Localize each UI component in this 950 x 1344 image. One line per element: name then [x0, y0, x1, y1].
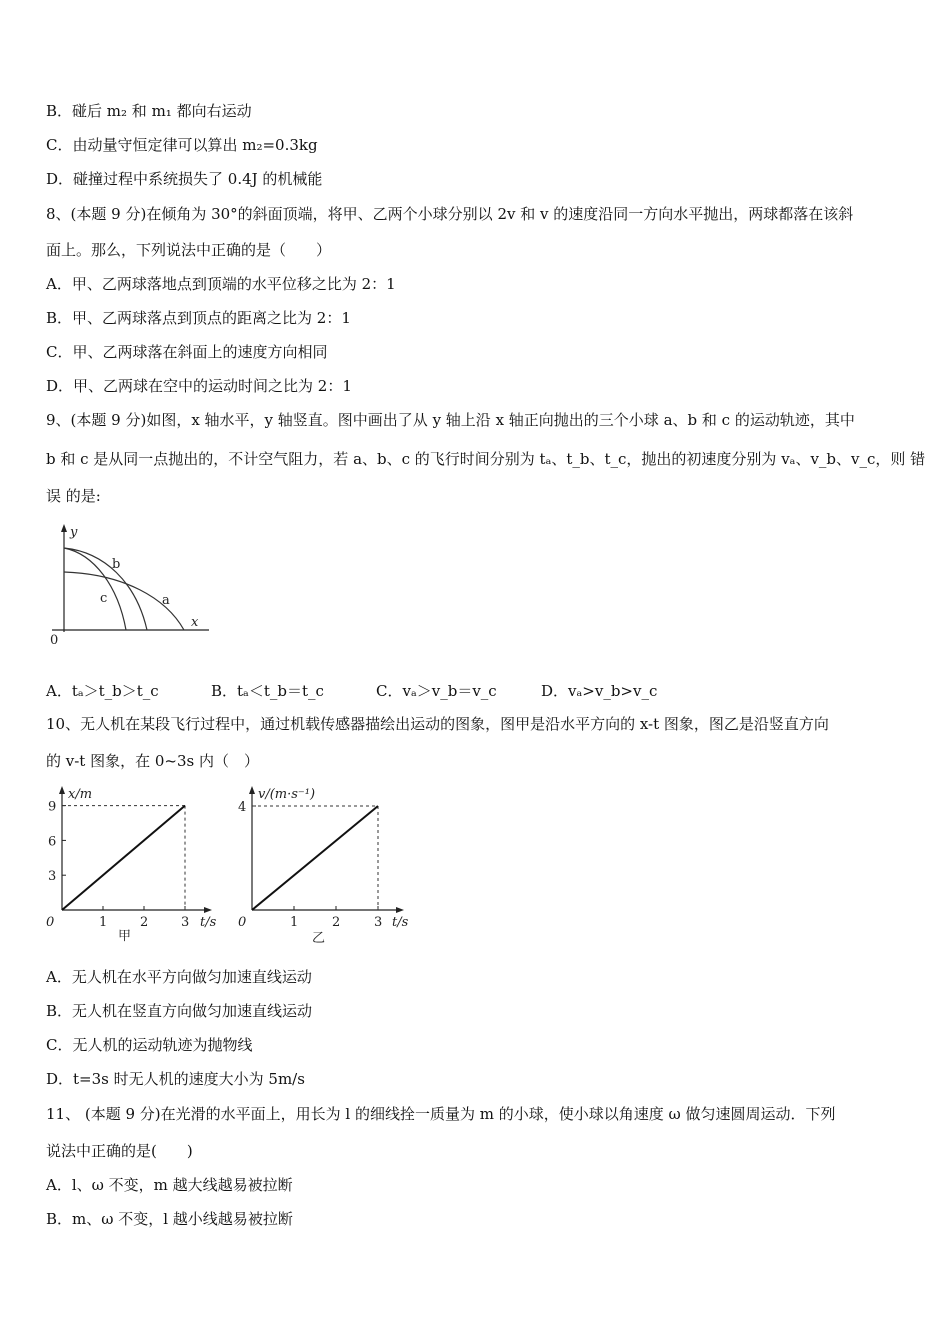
- jia-data-line: [62, 806, 185, 910]
- q8-option-d: D．甲、乙两球在空中的运动时间之比为 2：1: [46, 377, 352, 395]
- q7-option-d: D．碰撞过程中系统损失了 0.4J 的机械能: [46, 170, 323, 188]
- q9-options-row: [46, 680, 906, 700]
- q9-x-label: x: [191, 615, 199, 630]
- q9-curve-label-a: a: [162, 593, 170, 608]
- yi-caption: 乙: [312, 931, 326, 946]
- yi-x-tick-label-3: 3: [374, 915, 383, 930]
- q9-stem-line3: 误 的是:: [46, 487, 101, 505]
- jia-y-label: x/m: [68, 787, 93, 802]
- q10-option-a: A．无人机在水平方向做匀加速直线运动: [46, 968, 312, 986]
- yi-origin: 0: [238, 915, 247, 930]
- q7-option-c: C．由动量守恒定律可以算出 m₂=0.3kg: [46, 136, 318, 154]
- q8-option-b: B．甲、乙两球落点到顶点的距离之比为 2：1: [46, 309, 351, 327]
- q9-y-arrow: [61, 524, 67, 532]
- q9-curve-label-c: c: [100, 591, 108, 606]
- q9-curve-label-b: b: [112, 557, 121, 572]
- yi-x-arrow: [396, 907, 404, 913]
- q11-stem-line1: 11、 (本题 9 分)在光滑的水平面上，用长为 l 的细线拴一质量为 m 的小球，使小球以角速度 ω 做匀速圆周运动．下列: [46, 1105, 836, 1123]
- q10-option-d: D．t=3s 时无人机的速度大小为 5m/s: [46, 1070, 305, 1088]
- q9-option-b: B．tₐ＜t_b＝t_c: [211, 682, 324, 700]
- q9-origin-label: 0: [50, 633, 59, 648]
- jia-x-tick-label-3: 3: [181, 915, 190, 930]
- q9-trajectory-figure: [44, 520, 224, 650]
- jia-x-tick-label-1: 1: [99, 915, 108, 930]
- jia-caption: 甲: [118, 929, 132, 944]
- jia-x-label: t/s: [200, 915, 217, 930]
- q10-graph-jia: [40, 782, 230, 952]
- q9-stem-line2: b 和 c 是从同一点抛出的，不计空气阻力，若 a、b、c 的飞行时间分别为 tₐ、t_b、t_c，抛出的初速度分别为 vₐ、v_b、v_c，则 错: [46, 450, 926, 468]
- q10-option-b: B．无人机在竖直方向做匀加速直线运动: [46, 1002, 313, 1020]
- jia-y-arrow: [59, 786, 65, 794]
- yi-x-tick-label-1: 1: [290, 915, 299, 930]
- q9-option-a: A．tₐ＞t_b＞t_c: [46, 682, 159, 700]
- q8-option-a: A．甲、乙两球落地点到顶端的水平位移之比为 2：1: [46, 275, 396, 293]
- yi-x-label: t/s: [392, 915, 409, 930]
- yi-y-arrow: [249, 786, 255, 794]
- q11-option-a: A．l、ω 不变，m 越大线越易被拉断: [46, 1176, 293, 1194]
- jia-y-tick-label-6: 6: [48, 834, 57, 850]
- jia-y-tick-label-3: 3: [48, 869, 57, 885]
- jia-y-tick-label-9: 9: [48, 799, 57, 815]
- q8-stem-line1: 8、(本题 9 分)在倾角为 30°的斜面顶端，将甲、乙两个小球分别以 2v 和 v 的速度沿同一方向水平抛出，两球都落在该斜: [46, 205, 854, 223]
- yi-data-line: [252, 806, 378, 910]
- q8-stem-line2: 面上。那么，下列说法中正确的是（ ）: [46, 241, 332, 259]
- q7-option-b: B．碰后 m₂ 和 m₁ 都向右运动: [46, 102, 252, 120]
- q8-option-c: C．甲、乙两球落在斜面上的速度方向相同: [46, 343, 328, 361]
- jia-x-arrow: [204, 907, 212, 913]
- q11-option-b: B．m、ω 不变，l 越小线越易被拉断: [46, 1210, 293, 1228]
- q10-stem-line2: 的 v-t 图象，在 0~3s 内（ ）: [46, 752, 259, 770]
- q9-option-c: C．vₐ＞v_b＝v_c: [376, 682, 497, 700]
- yi-x-tick-label-2: 2: [332, 915, 341, 930]
- q9-option-d: D．vₐ>v_b>v_c: [541, 682, 658, 700]
- q10-stem-line1: 10、无人机在某段飞行过程中，通过机载传感器描绘出运动的图象，图甲是沿水平方向的 x-t 图象，图乙是沿竖直方向: [46, 715, 829, 733]
- q11-stem-line2: 说法中正确的是( ): [46, 1142, 193, 1160]
- q10-option-c: C．无人机的运动轨迹为抛物线: [46, 1036, 253, 1054]
- yi-y-label: v/(m·s⁻¹): [258, 787, 316, 802]
- q10-graph-yi: [232, 782, 422, 952]
- q9-y-label: y: [70, 525, 78, 540]
- yi-y-tick-label-4: 4: [238, 800, 247, 815]
- jia-origin: 0: [46, 915, 55, 930]
- q9-stem-line1: 9、(本题 9 分)如图，x 轴水平，y 轴竖直。图中画出了从 y 轴上沿 x 轴正向抛出的三个小球 a、b 和 c 的运动轨迹，其中: [46, 411, 855, 429]
- jia-x-tick-label-2: 2: [140, 915, 149, 930]
- q9-curve-b: [64, 548, 147, 630]
